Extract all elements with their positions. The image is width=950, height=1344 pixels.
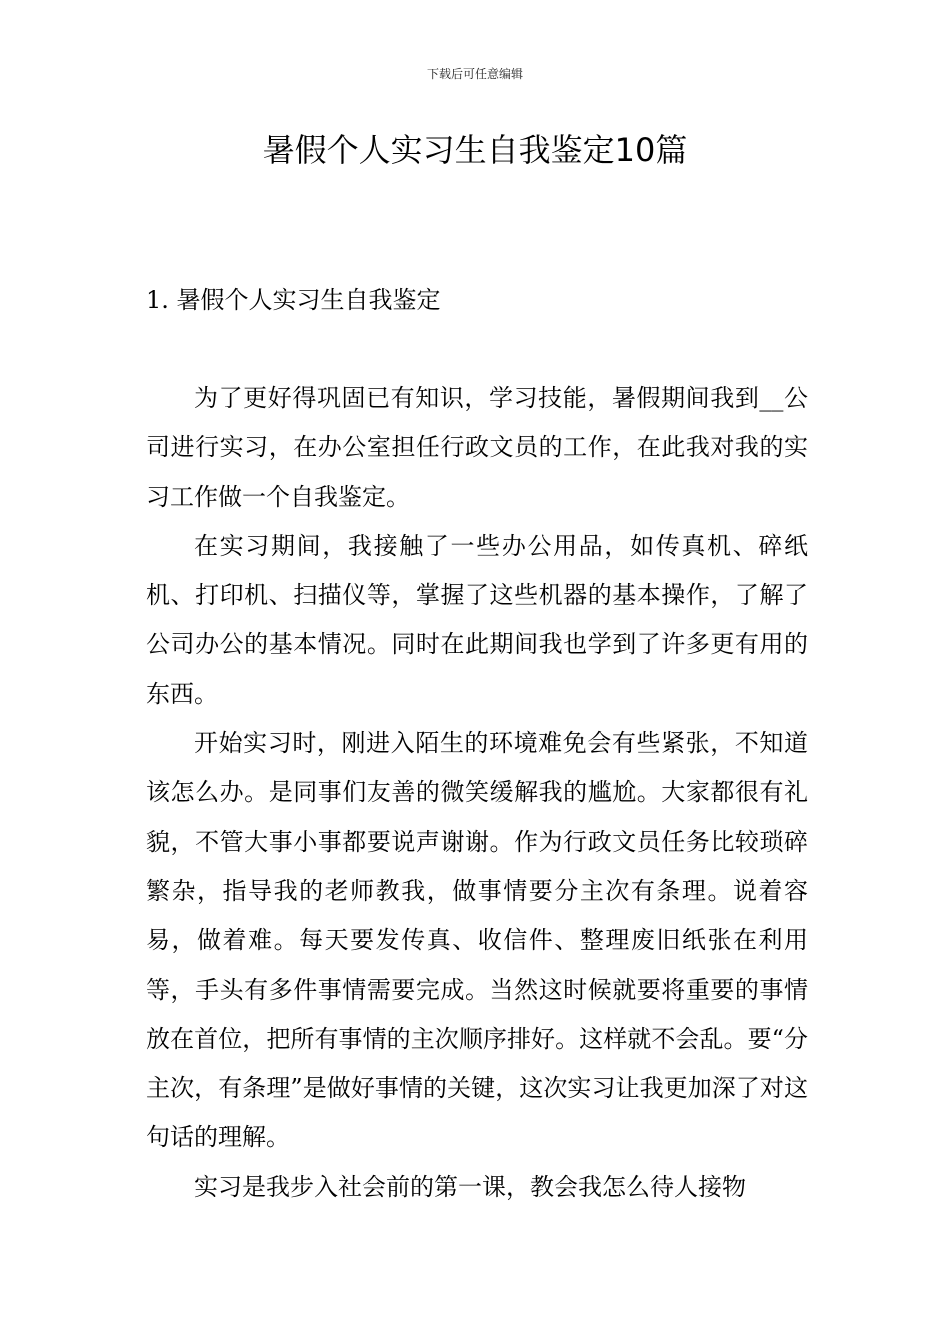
paragraph-4: 实习是我步入社会前的第一课，教会我怎么待人接物	[194, 1172, 746, 1201]
section-heading: 1. 暑假个人实习生自我鉴定	[146, 286, 441, 314]
paragraph-2: 在实习期间，我接触了一些办公用品，如传真机、碎纸机、打印机、扫描仪等，掌握了这些机器的基本操作，了解了公司办公的基本情况。同时在此期间我也学到了许多更有用的东西。	[146, 531, 808, 708]
header-note: 下载后可任意编辑	[426, 67, 523, 81]
body-text	[146, 374, 808, 1212]
paragraph-1: 为了更好得巩固已有知识，学习技能，暑假期间我到__公司进行实习，在办公室担任行政文员的工作，在此我对我的实习工作做一个自我鉴定。	[146, 384, 808, 511]
paragraph-3: 开始实习时，刚进入陌生的环境难免会有些紧张，不知道该怎么办。是同事们友善的微笑缓解我的尴尬。大家都很有礼貌，不管大事小事都要说声谢谢。作为行政文员任务比较琐碎繁杂，指导我的老师教我，做事情要分主次有条理。说着容易，做着难。每天要发传真、收信件、整理废旧纸张在利用等，手头有多件事情需要完成。当然这时候就要将重要的事情放在首位，把所有事情的主次顺序排好。这样就不会乱。要“分主次，有条理”是做好事情的关键，这次实习让我更加深了对这句话的理解。	[146, 729, 808, 1152]
document-title: 暑假个人实习生自我鉴定10篇	[262, 131, 688, 169]
